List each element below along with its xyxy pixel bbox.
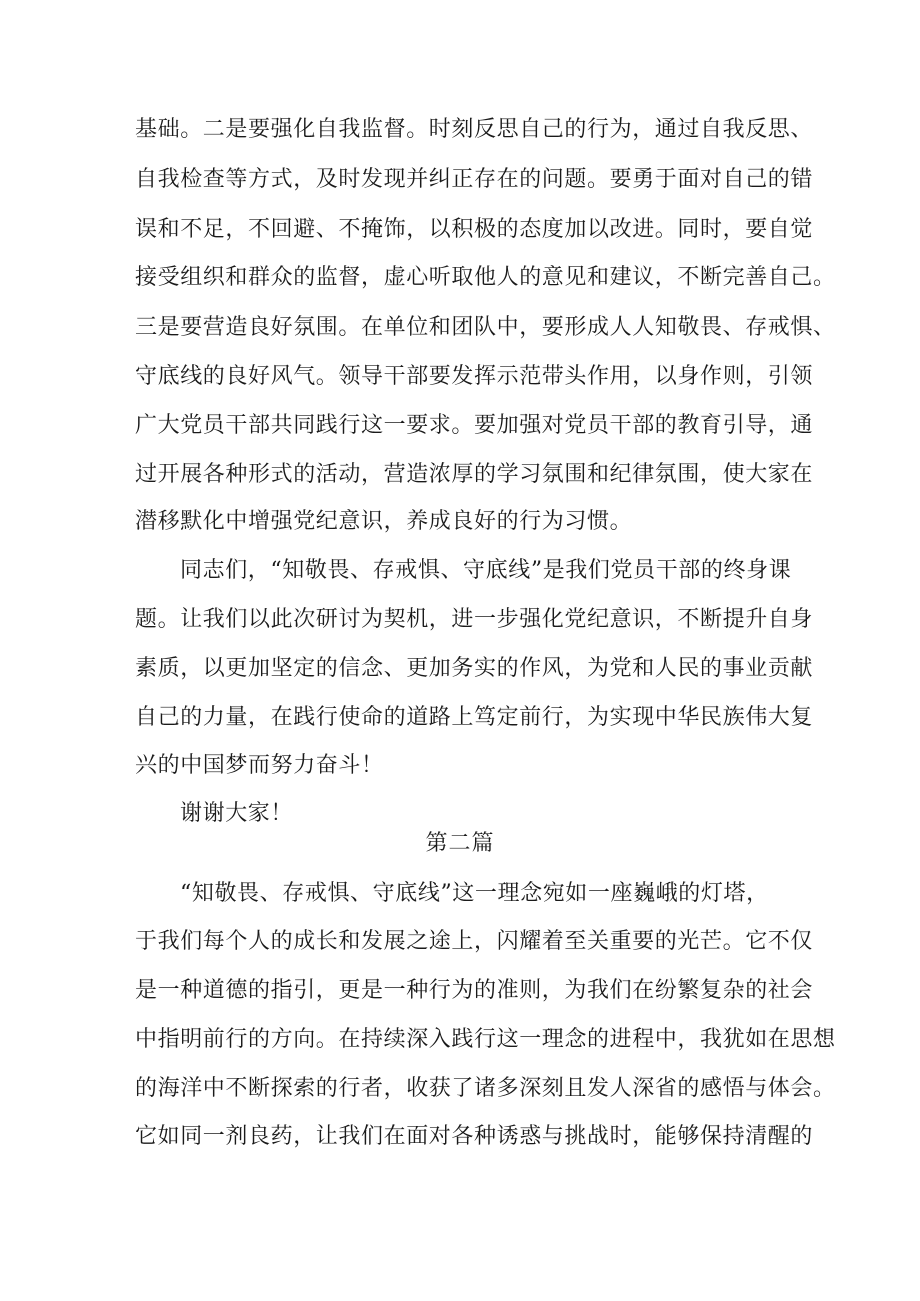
text-line: 它如同一剂良药，让我们在面对各种诱惑与挑战时，能够保持清醒的	[135, 1124, 814, 1149]
text-line: 兴的中国梦而努力奋斗！	[135, 753, 384, 778]
text-line: 误和不足，不回避、不掩饰，以积极的态度加以改进。同时，要自觉	[135, 217, 814, 242]
text-line: 同志们，“知敬畏、存戒惧、守底线”是我们党员干部的终身课	[180, 558, 792, 583]
text-line: 素质，以更加坚定的信念、更加务实的作风，为党和人民的事业贡献	[135, 656, 814, 681]
text-line: 自己的力量，在践行使命的道路上笃定前行，为实现中华民族伟大复	[135, 705, 814, 730]
text-line: 潜移默化中增强党纪意识，养成良好的行为习惯。	[135, 509, 633, 534]
text-line: 广大党员干部共同践行这一要求。要加强对党员干部的教育引导，通	[135, 413, 814, 438]
text-line: 接受组织和群众的监督，虚心听取他人的意见和建议，不断完善自己。	[135, 265, 836, 290]
text-line: 守底线的良好风气。领导干部要发挥示范带头作用，以身作则，引领	[135, 364, 814, 389]
section-title: 第二篇	[425, 831, 495, 856]
text-line: 中指明前行的方向。在持续深入践行这一理念的进程中，我犹如在思想	[135, 1027, 836, 1052]
text-line: 于我们每个人的成长和发展之途上，闪耀着至关重要的光芒。它不仅	[135, 929, 814, 954]
text-line: 的海洋中不断探索的行者，收获了诸多深刻且发人深省的感悟与体会。	[135, 1076, 836, 1101]
text-line: 过开展各种形式的活动，营造浓厚的学习氛围和纪律氛围，使大家在	[135, 462, 814, 487]
text-line: 基础。二是要强化自我监督。时刻反思自己的行为，通过自我反思、	[135, 117, 814, 142]
text-line: 是一种道德的指引，更是一种行为的准则，为我们在纷繁复杂的社会	[135, 978, 814, 1003]
text-line: “知敬畏、存戒惧、守底线”这一理念宛如一座巍峨的灯塔，	[180, 881, 769, 906]
text-line: 自我检查等方式，及时发现并纠正存在的问题。要勇于面对自己的错	[135, 167, 814, 192]
closing-line: 谢谢大家！	[180, 801, 294, 826]
text-line: 题。让我们以此次研讨为契机，进一步强化党纪意识，不断提升自身	[135, 607, 814, 632]
text-line: 三是要营造良好氛围。在单位和团队中，要形成人人知敬畏、存戒惧、	[135, 315, 836, 340]
